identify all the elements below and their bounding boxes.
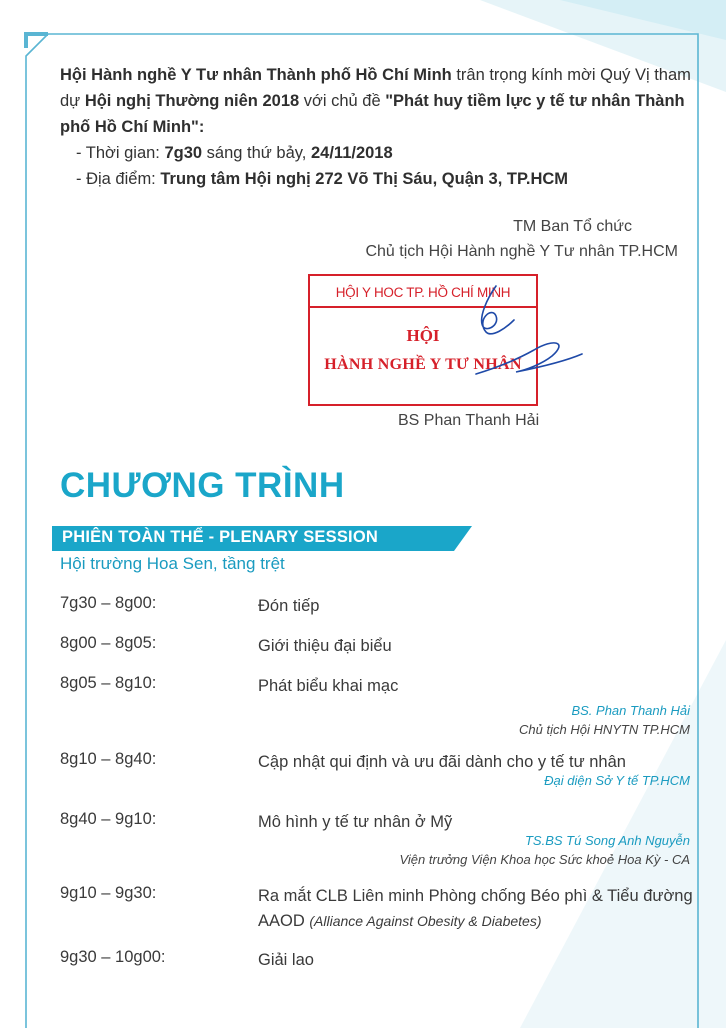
event-name: Hội nghị Thường niên 2018	[84, 92, 300, 110]
speaker-name: Đại diện Sở Y tế TP.HCM	[544, 773, 690, 788]
stamp-line-2: HÀNH NGHỀ Y TƯ NHÂN	[324, 356, 522, 373]
session-title: PHIÊN TOÀN THỂ - PLENARY SESSION	[62, 528, 378, 546]
schedule-row	[60, 634, 690, 674]
event-theme: "Phát huy tiềm lực y tế tư nhân Thành phố Hồ Chí Minh":	[60, 92, 685, 136]
event-time: - Thời gian: 7g30 sáng thứ bảy, 24/11/2018	[76, 144, 393, 162]
session-venue: Hội trường Hoa Sen, tầng trệt	[60, 554, 285, 573]
schedule-topic: Giới thiệu đại biểu	[258, 637, 392, 655]
signature-line-2: Chủ tịch Hội Hành nghề Y Tư nhân TP.HCM	[365, 243, 678, 260]
schedule-topic: Ra mắt CLB Liên minh Phòng chống Béo phì & Tiểu đường AAOD (Alliance Against Obesity & Diabetes)	[258, 887, 693, 930]
speaker-role: Viện trưởng Viện Khoa học Sức khoẻ Hoa Kỳ - CA	[399, 852, 690, 867]
schedule-time: 8g40 – 9g10:	[60, 810, 157, 828]
speaker-name: TS.BS Tú Song Anh Nguyễn	[524, 833, 690, 848]
schedule-topic: Đón tiếp	[258, 597, 320, 615]
schedule-row	[60, 594, 690, 634]
session-header	[52, 526, 472, 551]
event-place: - Địa điểm: Trung tâm Hội nghị 272 Võ Thị Sáu, Quận 3, TP.HCM	[76, 170, 569, 188]
frame-line-left	[26, 34, 48, 1028]
signer-name: BS Phan Thanh Hải	[398, 412, 540, 429]
speaker-role: Chủ tịch Hội HNYTN TP.HCM	[519, 722, 690, 737]
schedule-row	[60, 884, 693, 948]
stamp-top-text: HỘI Y HOC TP. HỒ CHÍ MINH	[310, 276, 536, 308]
schedule-row	[60, 750, 690, 810]
schedule-time: 9g10 – 9g30:	[60, 884, 157, 902]
schedule-row	[60, 810, 690, 884]
invitation-text	[60, 62, 700, 192]
handwritten-signature	[456, 280, 586, 380]
speaker-name: BS. Phan Thanh Hải	[571, 703, 690, 718]
schedule-topic: Cập nhật qui định và ưu đãi dành cho y tế tư nhân	[258, 753, 626, 771]
signature-line-1: TM Ban Tổ chức	[513, 218, 632, 235]
schedule-row	[60, 674, 690, 750]
schedule-time: 8g10 – 8g40:	[60, 750, 157, 768]
schedule-row	[60, 948, 690, 978]
schedule-time: 9g30 – 10g00:	[60, 948, 166, 966]
schedule-time: 7g30 – 8g00:	[60, 594, 157, 612]
signature-block	[258, 214, 678, 264]
invitation-paragraph: Hội Hành nghề Y Tư nhân Thành phố Hồ Chí Minh trân trọng kính mời Quý Vị tham dự Hội nghị Thường niên 2018 với chủ đề "Phát huy tiềm lực y tế tư nhân Thành phố Hồ Chí Minh":	[60, 66, 691, 136]
schedule-time: 8g00 – 8g05:	[60, 634, 157, 652]
schedule-list	[60, 594, 693, 978]
schedule-topic: Giải lao	[258, 951, 314, 969]
schedule-time: 8g05 – 8g10:	[60, 674, 157, 692]
schedule-topic: Phát biểu khai mạc	[258, 677, 399, 695]
stamp-line-1: HỘI	[406, 326, 440, 345]
schedule-topic: Mô hình y tế tư nhân ở Mỹ	[258, 813, 453, 831]
org-name: Hội Hành nghề Y Tư nhân Thành phố Hồ Chí Minh	[60, 66, 452, 84]
topic-note: (Alliance Against Obesity & Diabetes)	[309, 913, 542, 929]
program-title: CHƯƠNG TRÌNH	[60, 466, 345, 505]
